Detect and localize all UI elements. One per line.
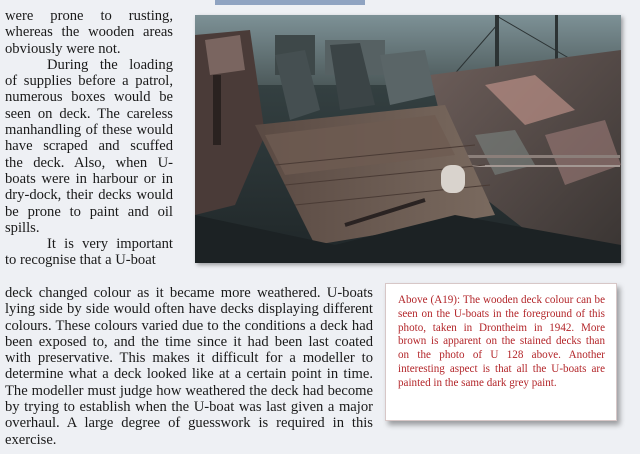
photo-caption-box [385, 283, 617, 421]
body-paragraph-loading: During the loading of supplies before a patrol, numerous boxes would be seen on deck. The careless manhandling of these would have scraped and scuffed the deck. Also, when U-boats were in harbour or in dry-dock, their decks would be prone to paint and oil spills. [5, 56, 173, 236]
harbour-photo [195, 15, 621, 263]
body-paragraph-continuation: were prone to rusting, whereas the wooden areas obviously were not. [5, 8, 173, 57]
u-boats-harbour-image [195, 15, 621, 263]
body-text-narrow-column [5, 8, 173, 269]
body-text-wide-column [5, 285, 373, 448]
header-tab [215, 0, 365, 5]
body-paragraph-important-rest: deck changed colour as it became more weathered. U-boats lying side by side would often have decks displaying different colours. These colours varied due to the conditions a deck had been exposed to, and the time since it had been last coated with preservative. This makes it difficult for a modeller to determine what a deck looked like at a certain point in time. The modeller must judge how weathered the deck had become by trying to establish when the U-boat was last given a major overhaul. A large degree of guesswork is required in this exercise. [5, 285, 373, 448]
body-paragraph-important-start: It is very important to recognise that a U-boat [5, 236, 173, 269]
photo-caption-text: Above (A19): The wooden deck colour can be seen on the U-boats in the foreground of this photo, taken in Drontheim in 1942. More brown is apparent on the stained decks than on the photo of U 128 above. Another interesting aspect is that all the U-boats are painted in the same dark grey paint. [398, 294, 605, 389]
